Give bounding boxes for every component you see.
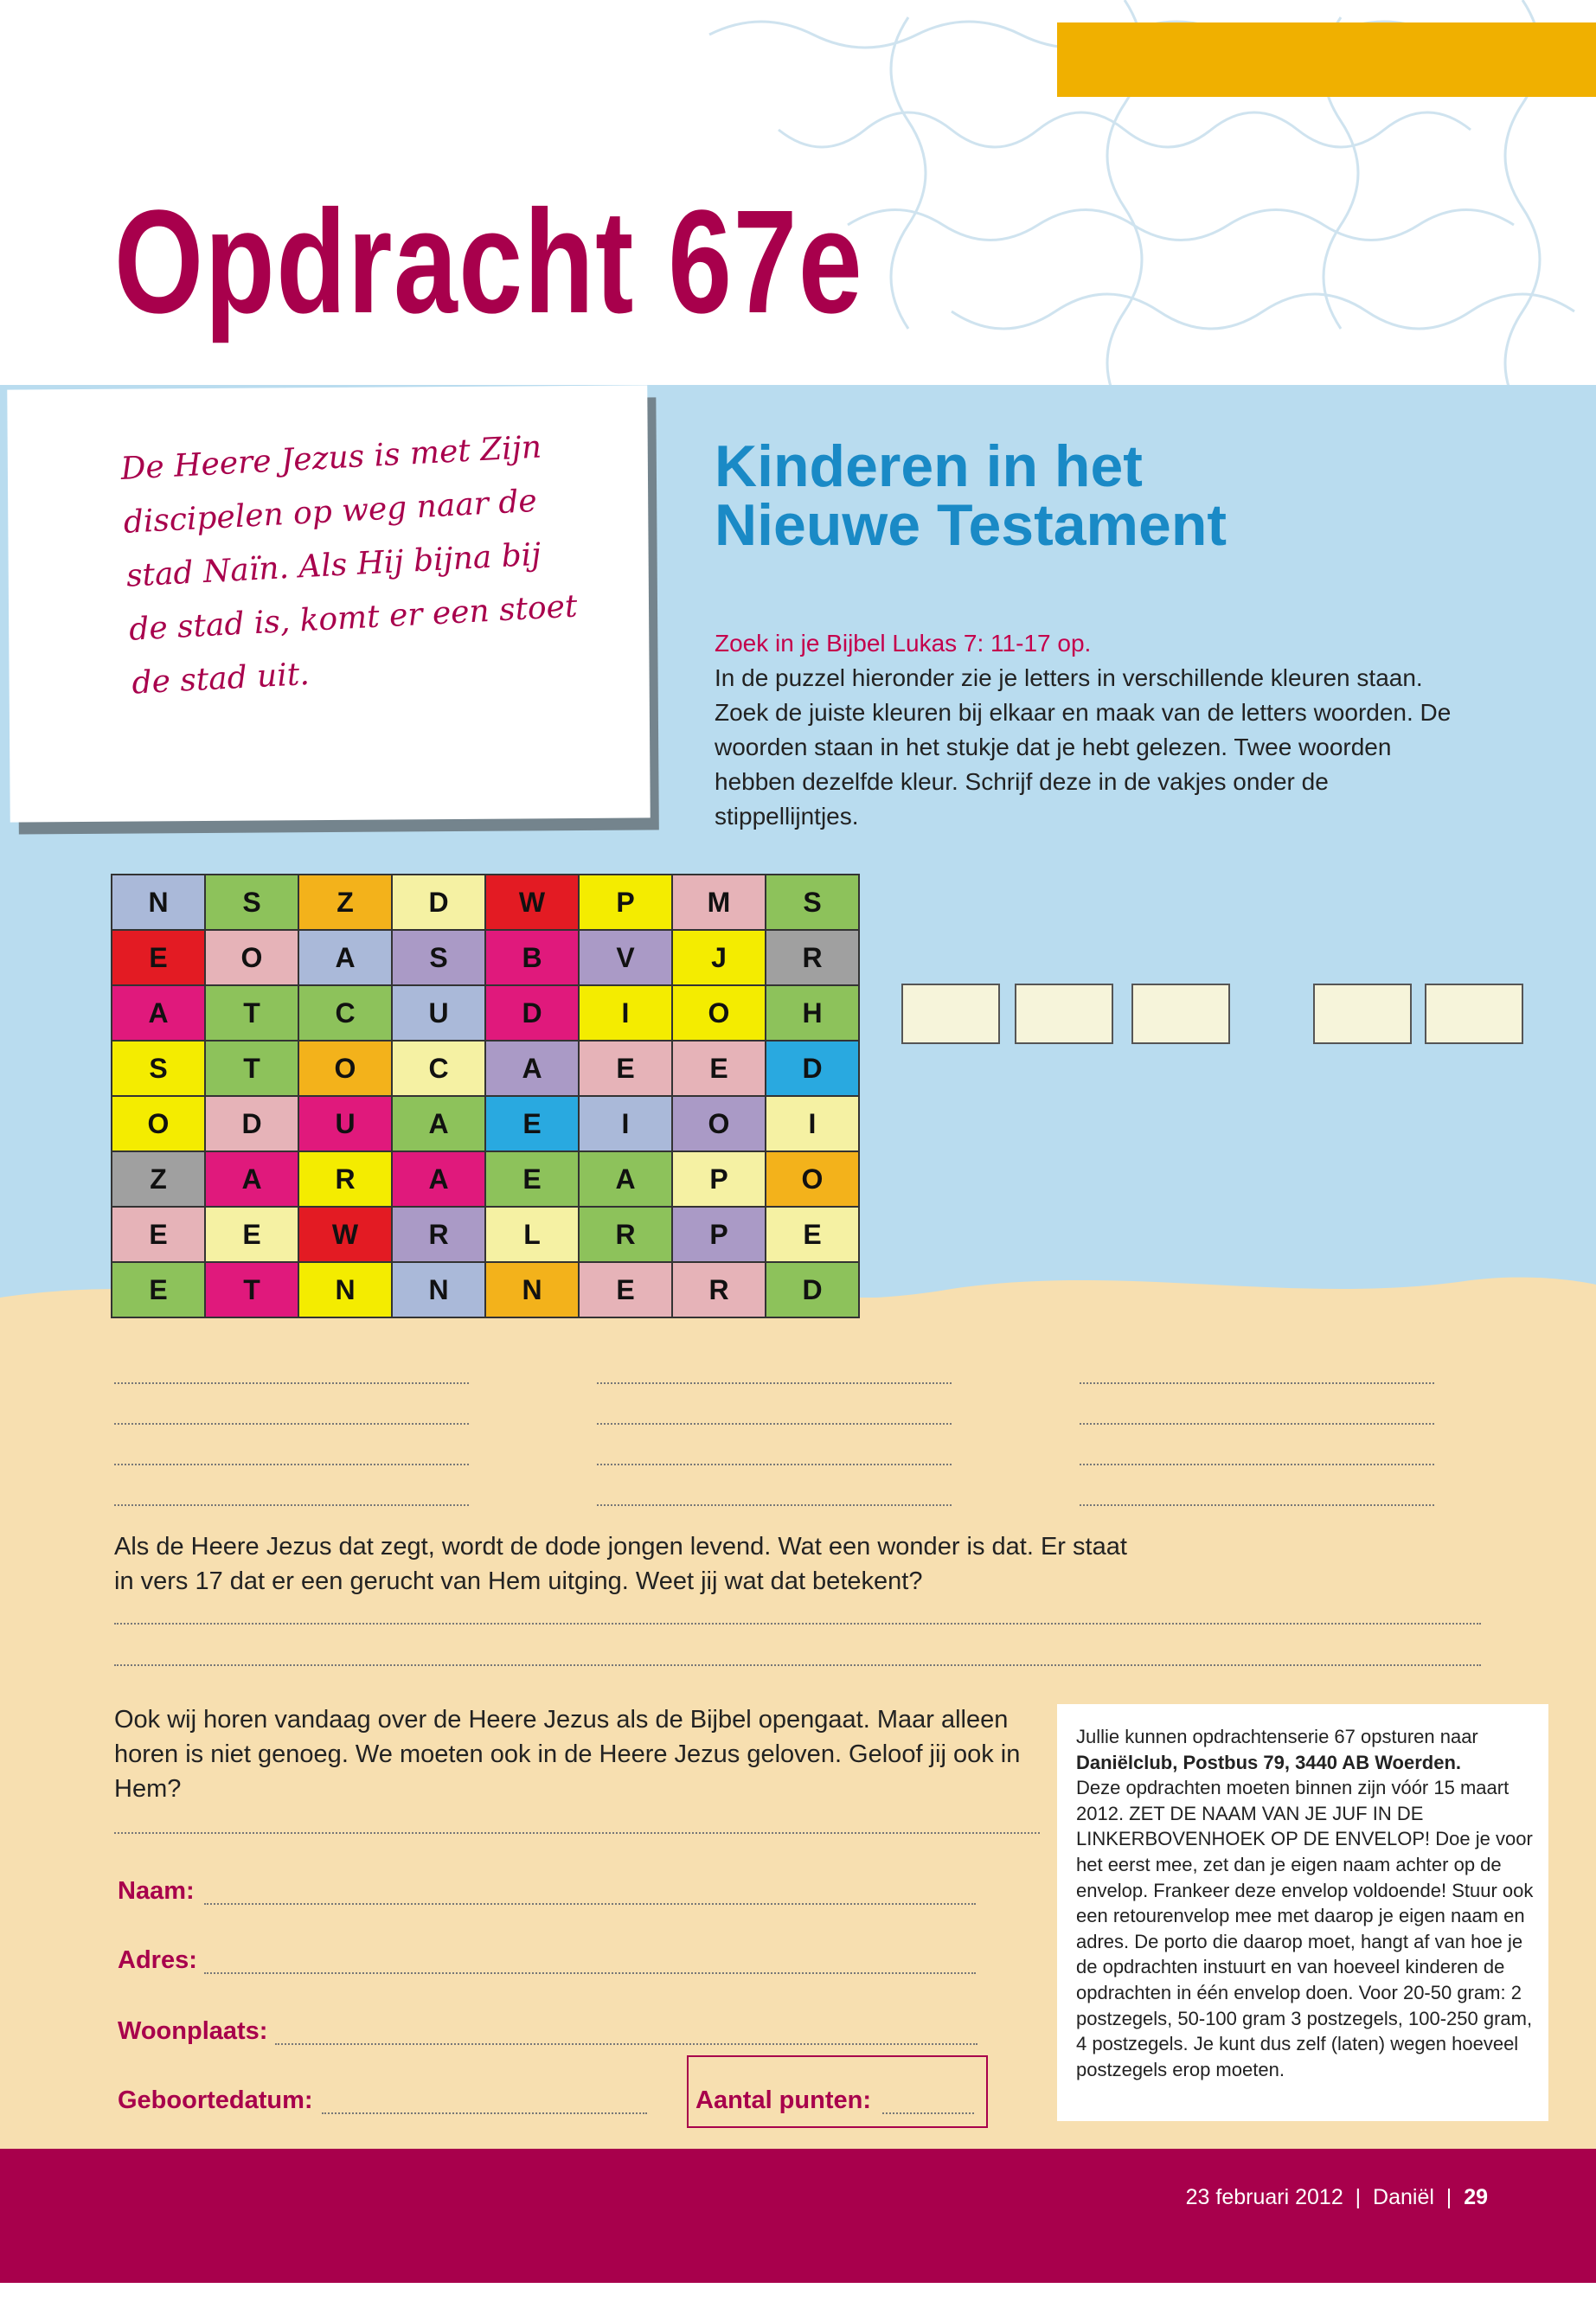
word-answer-line[interactable]	[597, 1504, 952, 1506]
answer-box-5[interactable]	[1425, 984, 1523, 1044]
answer-line-q2[interactable]	[114, 1832, 1040, 1834]
puzzle-cell: W	[485, 875, 579, 930]
puzzle-cell: D	[485, 985, 579, 1041]
puzzle-cell: E	[766, 1207, 859, 1262]
puzzle-cell: H	[766, 985, 859, 1041]
puzzle-cell: N	[298, 1262, 392, 1317]
puzzle-cell: P	[579, 875, 672, 930]
info-address: Daniëlclub, Postbus 79, 3440 AB Woerden.	[1076, 1751, 1462, 1773]
puzzle-row	[112, 1262, 859, 1317]
puzzle-cell: Z	[112, 1151, 205, 1207]
bottom-strip	[0, 2283, 1596, 2301]
address-label: Adres:	[118, 1946, 197, 1974]
puzzle-cell: A	[112, 985, 205, 1041]
puzzle-cell: M	[672, 875, 766, 930]
intro-text: In de puzzel hieronder zie je letters in verschillende kleuren staan. Zoek de juiste kleuren bij elkaar en maak van de letters woorden. De woorden staan in het stukje dat je hebt gelezen. Twee woorden hebben dezelfde kleur. Schrijf deze in de vakjes onder de stippellijntjes.	[715, 664, 1452, 830]
puzzle-cell: E	[112, 1207, 205, 1262]
word-answer-line[interactable]	[1080, 1464, 1434, 1465]
name-field[interactable]	[204, 1903, 976, 1905]
puzzle-cell: E	[485, 1096, 579, 1151]
footer-date: 23 februari 2012	[1185, 2185, 1343, 2209]
page-title: Opdracht 67e	[114, 180, 864, 344]
birthdate-field[interactable]	[322, 2112, 647, 2114]
puzzle-cell: A	[579, 1151, 672, 1207]
puzzle-cell: P	[672, 1151, 766, 1207]
puzzle-cell: R	[672, 1262, 766, 1317]
answer-box-4[interactable]	[1313, 984, 1412, 1044]
section-title-line2: Nieuwe Testament	[715, 492, 1227, 558]
info-line1: Jullie kunnen opdrachtenserie 67 opsturen naar	[1076, 1726, 1478, 1747]
puzzle-cell: S	[205, 875, 298, 930]
word-answer-line[interactable]	[114, 1464, 469, 1465]
puzzle-row	[112, 930, 859, 985]
puzzle-cell: O	[672, 1096, 766, 1151]
puzzle-cell: C	[392, 1041, 485, 1096]
puzzle-cell: A	[485, 1041, 579, 1096]
puzzle-cell: Z	[298, 875, 392, 930]
puzzle-cell: A	[298, 930, 392, 985]
name-label: Naam:	[118, 1877, 195, 1905]
birthdate-label: Geboortedatum:	[118, 2086, 313, 2114]
address-field[interactable]	[204, 1972, 976, 1974]
section-title	[715, 433, 1493, 558]
puzzle-cell: O	[766, 1151, 859, 1207]
orange-tab	[1057, 22, 1596, 97]
question-2-text: Ook wij horen vandaag over de Heere Jezus als de Bijbel opengaat. Maar alleen horen is niet genoeg. We moeten ook in de Heere Jezus geloven. Geloof jij ook in Hem?	[114, 1706, 1021, 1803]
puzzle-cell: D	[766, 1041, 859, 1096]
word-answer-line[interactable]	[1080, 1382, 1434, 1384]
intro-highlight: Zoek in je Bijbel Lukas 7: 11-17 op.	[715, 630, 1092, 657]
puzzle-cell: B	[485, 930, 579, 985]
word-answer-line[interactable]	[114, 1382, 469, 1384]
puzzle-cell: D	[766, 1262, 859, 1317]
puzzle-cell: T	[205, 1041, 298, 1096]
puzzle-cell: E	[579, 1041, 672, 1096]
puzzle-cell: N	[392, 1262, 485, 1317]
puzzle-cell: S	[392, 930, 485, 985]
puzzle-cell: I	[579, 1096, 672, 1151]
puzzle-cell: A	[392, 1096, 485, 1151]
puzzle-row	[112, 1151, 859, 1207]
answer-box-2[interactable]	[1015, 984, 1113, 1044]
puzzle-row	[112, 875, 859, 930]
puzzle-cell: A	[205, 1151, 298, 1207]
puzzle-cell: U	[392, 985, 485, 1041]
city-label: Woonplaats:	[118, 2017, 268, 2045]
puzzle-cell: I	[579, 985, 672, 1041]
note-text: De Heere Jezus is met Zijn discipelen op weg naar de stad Naïn. Als Hij bijna bij de stad is, komt er een stoet de stad uit.	[119, 429, 579, 702]
puzzle-row	[112, 1041, 859, 1096]
puzzle-cell: J	[672, 930, 766, 985]
puzzle-cell: E	[112, 930, 205, 985]
puzzle-cell: E	[205, 1207, 298, 1262]
info-text	[1076, 1724, 1535, 2082]
puzzle-cell: U	[298, 1096, 392, 1151]
puzzle-cell: I	[766, 1096, 859, 1151]
puzzle-cell: A	[392, 1151, 485, 1207]
puzzle-cell: P	[672, 1207, 766, 1262]
puzzle-cell: L	[485, 1207, 579, 1262]
puzzle-cell: E	[579, 1262, 672, 1317]
puzzle-row	[112, 985, 859, 1041]
puzzle-cell: E	[672, 1041, 766, 1096]
puzzle-cell: T	[205, 1262, 298, 1317]
puzzle-cell: O	[205, 930, 298, 985]
footer-page-number: 29	[1464, 2185, 1488, 2209]
word-answer-line[interactable]	[597, 1464, 952, 1465]
puzzle-cell: R	[392, 1207, 485, 1262]
word-answer-line[interactable]	[597, 1382, 952, 1384]
info-rest: Deze opdrachten moeten binnen zijn vóór 15 maart 2012. ZET DE NAAM VAN JE JUF IN DE LINKERBOVENHOEK OP DE ENVELOP! Doe je voor het eerst mee, zet dan je eigen naam achter op de envelop. Frankeer deze envelop voldoende! Stuur ook een retourenvelop mee met daarop je eigen naam en adres. De porto die daarop moet, hangt af van hoe je de opdrachten instuurt en van hoeveel kinderen de opdrachten in één envelop doen. Voor 20-50 gram: 2 postzegels, 50-100 gram 3 postzegels, 100-250 gram, 4 postzegels. Je kunt dus zelf (laten) wegen hoeveel postzegels erop moeten.	[1076, 1777, 1534, 2080]
answer-line-q1-2[interactable]	[114, 1664, 1481, 1666]
section-title-line1: Kinderen in het	[715, 433, 1143, 499]
puzzle-cell: N	[485, 1262, 579, 1317]
puzzle-cell: R	[579, 1207, 672, 1262]
puzzle-cell: E	[485, 1151, 579, 1207]
puzzle-cell: N	[112, 875, 205, 930]
puzzle-cell: V	[579, 930, 672, 985]
puzzle-cell: E	[112, 1262, 205, 1317]
puzzle-cell: O	[298, 1041, 392, 1096]
question-1-text: Als de Heere Jezus dat zegt, wordt de dode jongen levend. Wat een wonder is dat. Er staat in vers 17 dat er een gerucht van Hem uitging. Weet jij wat dat betekent?	[114, 1533, 1127, 1595]
puzzle-cell: T	[205, 985, 298, 1041]
puzzle-cell: R	[298, 1151, 392, 1207]
puzzle-cell: O	[112, 1096, 205, 1151]
letter-puzzle-grid	[111, 874, 860, 1318]
puzzle-cell: R	[766, 930, 859, 985]
answer-line-q1-1[interactable]	[114, 1623, 1481, 1625]
word-answer-line[interactable]	[114, 1504, 469, 1506]
puzzle-cell: D	[205, 1096, 298, 1151]
points-label: Aantal punten:	[695, 2086, 871, 2114]
puzzle-row	[112, 1096, 859, 1151]
footer-magazine: Daniël	[1373, 2185, 1434, 2209]
footer-text: 23 februari 2012 | Daniël | 29	[1185, 2185, 1488, 2209]
footer-bar	[0, 2149, 1596, 2283]
word-answer-line[interactable]	[1080, 1504, 1434, 1506]
puzzle-row	[112, 1207, 859, 1262]
word-answer-line[interactable]	[1080, 1423, 1434, 1425]
puzzle-cell: C	[298, 985, 392, 1041]
answer-box-3[interactable]	[1131, 984, 1230, 1044]
puzzle-cell: S	[766, 875, 859, 930]
word-answer-line[interactable]	[597, 1423, 952, 1425]
word-answer-line[interactable]	[114, 1423, 469, 1425]
answer-box-1[interactable]	[901, 984, 1000, 1044]
puzzle-cell: D	[392, 875, 485, 930]
city-field[interactable]	[275, 2043, 977, 2045]
puzzle-cell: W	[298, 1207, 392, 1262]
puzzle-cell: O	[672, 985, 766, 1041]
points-field[interactable]	[882, 2112, 974, 2114]
puzzle-cell: S	[112, 1041, 205, 1096]
